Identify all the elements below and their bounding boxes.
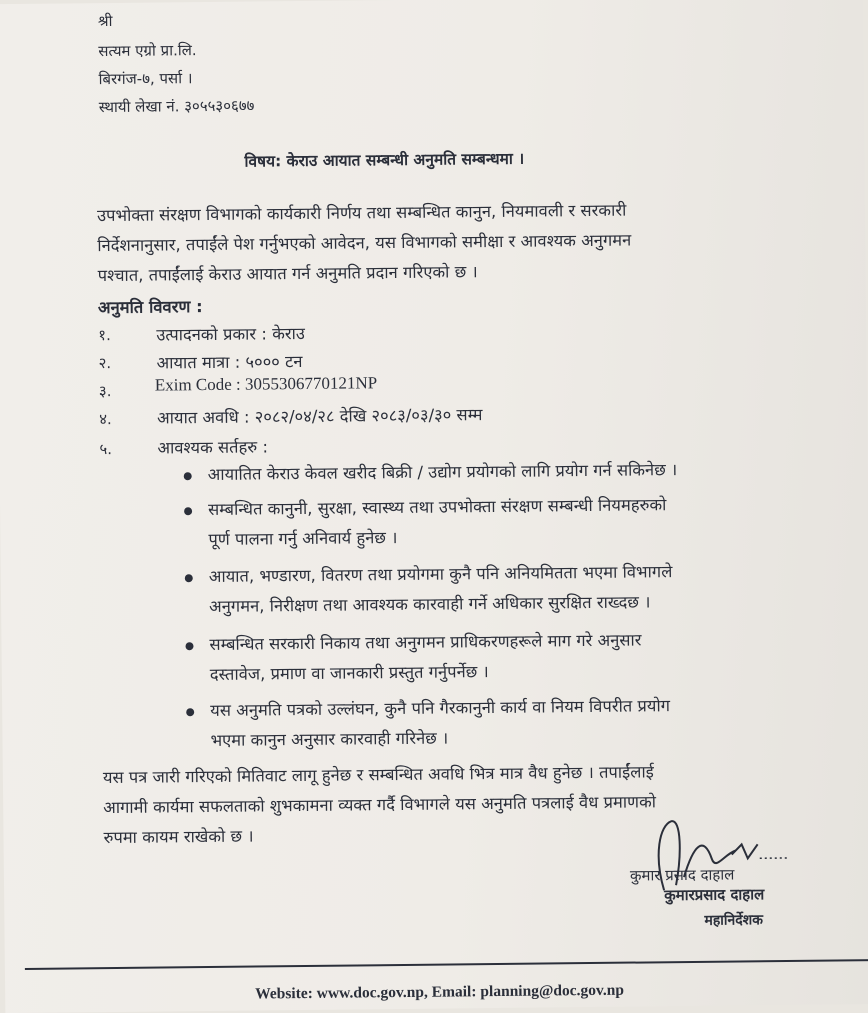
bullet-dot-icon: [184, 472, 192, 480]
recipient-location: बिरगंज-७, पर्सा ।: [98, 69, 193, 89]
bullet-dot-icon: [185, 642, 193, 650]
bullet-dot-icon: [185, 574, 193, 582]
condition-2-line-2: पूर्ण पालना गर्नु अनिवार्य हुनेछ ।: [208, 528, 398, 550]
intro-line-1: उपभोक्ता संरक्षण विभागको कार्यकारी निर्णय तथा सम्बन्धित कानुन, नियमावली र सरकारी: [96, 200, 627, 226]
closing-line-1: यस पत्र जारी गरिएको मितिवाट लागू हुनेछ र सम्बन्धित अवधि भित्र मात्र वैध हुनेछ । तपाईंलाई: [102, 762, 654, 788]
footer-divider: [25, 959, 868, 970]
detail-product-type: उत्पादनको प्रकार : केराउ: [156, 323, 305, 345]
detail-import-period: आयात अवधि : २०८२/०४/२८ देखि २०८३/०३/३० सम्म: [157, 405, 483, 428]
condition-3-line-2: अनुगमन, निरीक्षण तथा आवश्यक कारवाही गर्ने अधिकार सुरक्षित राख्दछ ।: [209, 592, 651, 617]
closing-line-3: रुपमा कायम राखेको छ ।: [103, 826, 254, 848]
detail-number: २.: [98, 354, 112, 373]
signatory-title: महानिर्देशक: [704, 912, 764, 929]
detail-exim-code: Exim Code : 3055306770121NP: [154, 373, 378, 395]
recipient-company: सत्यम एग्रो प्रा.लि.: [98, 41, 197, 61]
detail-number: ५.: [99, 440, 113, 459]
intro-line-2: निर्देशनानुसार, तपाईंले पेश गर्नुभएको आवेदन, यस विभागको समीक्षा र आवश्यक अनुगमन: [97, 230, 632, 256]
signature-handwritten-name: कुमार प्रसाद दाहाल: [629, 865, 735, 885]
detail-number: १.: [98, 326, 111, 345]
condition-5-line-1: यस अनुमति पत्रको उल्लंघन, कुनै पनि गैरकानुनी कार्य वा नियम विपरीत प्रयोग: [210, 696, 671, 720]
details-heading: अनुमति विवरण :: [97, 297, 203, 318]
closing-line-2: आगामी कार्यमा सफलताको शुभकामना व्यक्त गर्दै विभागले यस अनुमति पत्रलाई वैध प्रमाणको: [103, 792, 657, 818]
condition-3-line-1: आयात, भण्डारण, वितरण तथा प्रयोगमा कुनै पनि अनियमितता भएमा विभागले: [208, 562, 673, 587]
detail-number: ३.: [98, 382, 112, 401]
bullet-dot-icon: [186, 708, 194, 716]
detail-conditions-heading: आवश्यक सर्तहरु :: [157, 437, 269, 458]
salutation: श्री: [97, 11, 113, 31]
condition-1-line-1: आयातित केराउ केवल खरीद बिक्री / उद्योग प्रयोगको लागि प्रयोग गर्न सकिनेछ ।: [207, 460, 678, 485]
bullet-dot-icon: [184, 507, 192, 515]
intro-line-3: पश्चात, तपाईंलाई केराउ आयात गर्न अनुमति प्रदान गरिएको छ ।: [97, 262, 478, 286]
condition-5-line-2: भएमा कानुन अनुसार कारवाही गरिनेछ ।: [210, 728, 449, 750]
letter-subject: विषय: केराउ आयात सम्बन्धी अनुमति सम्बन्धमा ।: [244, 149, 525, 171]
recipient-pan: स्थायी लेखा नं. ३०५५३०६७७: [98, 96, 255, 117]
detail-number: ४.: [99, 410, 112, 429]
condition-2-line-1: सम्बन्धित कानुनी, सुरक्षा, स्वास्थ्य तथा उपभोक्ता संरक्षण सम्बन्धी नियमहरुको: [207, 495, 667, 520]
footer-contact: Website: www.doc.gov.np, Email: planning@doc.gov.np: [255, 981, 625, 1003]
condition-4-line-2: दस्तावेज, प्रमाण वा जानकारी प्रस्तुत गर्नुपर्नेछ ।: [209, 662, 489, 685]
detail-import-quantity: आयात मात्रा : ५००० टन: [156, 352, 303, 373]
condition-4-line-1: सम्बन्धित सरकारी निकाय तथा अनुगमन प्राधिकरणहरूले माग गरे अनुसार: [209, 630, 642, 655]
signatory-name: कुमारप्रसाद दाहाल: [664, 885, 765, 905]
